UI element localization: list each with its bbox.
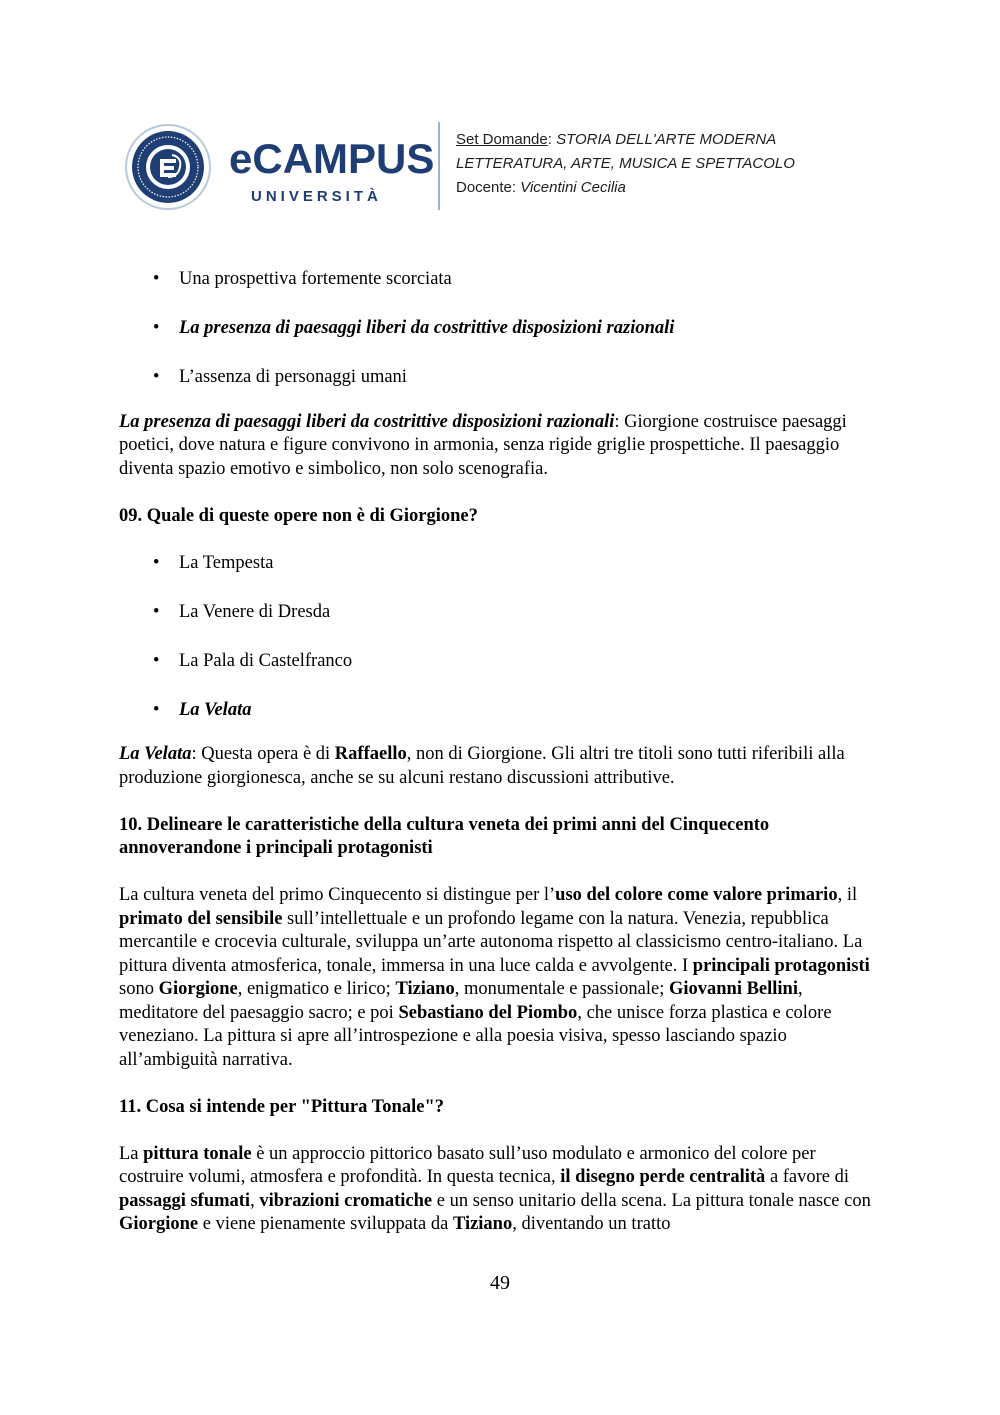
list-item: • L’assenza di personaggi umani	[153, 367, 407, 387]
list-item: • La Tempesta	[153, 552, 274, 573]
list-item-correct: • La Velata	[153, 699, 252, 720]
page-header	[125, 120, 885, 212]
bold-phrase: Giovanni Bellini	[668, 979, 798, 999]
logo-subtext: UNIVERSITÀ	[251, 188, 382, 205]
text-run: a favore di	[765, 1167, 850, 1187]
text-run: La cultura veneta del primo Cinquecento si distingue per l’	[119, 885, 556, 905]
course-line-2: LETTERATURA, ARTE, MUSICA E SPETTACOLO	[456, 155, 795, 172]
text-run: , enigmatico e lirico;	[237, 979, 396, 999]
text-run: , diventando un tratto	[512, 1214, 671, 1234]
text-run: , monumentale e passionale;	[454, 979, 669, 999]
text-run: , che unisce forza plastica e colore veneziano. La pittura si apre all’introspezione e alla poesia visiva, spesso lasciando spazio all’ambiguità narrativa.	[119, 1002, 832, 1070]
course-line-1: Set Domande: STORIA DELL'ARTE MODERNA	[456, 131, 777, 148]
text-run: e viene pienamente sviluppata da	[198, 1214, 453, 1234]
docente-name: Vicentini Cecilia	[520, 179, 626, 196]
text-run: ,	[250, 1190, 260, 1211]
list-item-correct: • La presenza di paesaggi liberi da costrittive disposizioni razionali	[153, 318, 675, 338]
bold-phrase: Sebastiano del Piombo	[398, 1002, 578, 1023]
question-09-title: 09. Quale di queste opere non è di Giorgione?	[119, 505, 478, 526]
list-item: • La Pala di Castelfranco	[153, 650, 353, 671]
docente-label: Docente:	[456, 179, 517, 196]
answer-explanation-q08: La presenza di paesaggi liberi da costrittive disposizioni razionali: Giorgione costruisce paesaggi poetici, dove natura e figure convivono in armonia, senza rigide griglie prospettiche. Il paesaggio diventa spazio emotivo e simbolico, non solo scenografia.	[119, 411, 847, 479]
list-item: • La Venere di Dresda	[153, 601, 331, 622]
course-info	[456, 128, 795, 200]
bold-phrase: il disegno perde centralità	[560, 1167, 766, 1187]
text-run: La	[119, 1143, 144, 1164]
ecampus-seal-logo	[125, 124, 211, 210]
page-content	[119, 268, 884, 1237]
set-label: Set Domande	[456, 131, 548, 148]
bold-phrase: Tiziano	[452, 1214, 513, 1234]
text-run: , meditatore del paesaggio sacro; e poi	[119, 979, 803, 1023]
answer-q10	[119, 884, 884, 1072]
text-run: sono	[119, 979, 159, 999]
bold-phrase: principali protagonisti	[692, 955, 870, 976]
question-10-title: 10. Delineare le caratteristiche della cultura veneta dei primi anni del Cinquecento annoverandone i principali protagonisti	[119, 814, 770, 858]
text-run: sull’intellettuale e un profondo legame con la natura. Venezia, repubblica mercantile e crocevia culturale, sviluppa un’arte autonoma rispetto al classicismo centro-italiano. La pittura diventa atmosferica, tonale, immersa in una luce calda e avvolgente. I	[119, 908, 863, 976]
bold-phrase: vibrazioni cromatiche	[259, 1190, 433, 1211]
bold-phrase: Giorgione	[158, 979, 238, 999]
question-11-title: 11. Cosa si intende per "Pittura Tonale"?	[119, 1096, 444, 1117]
bold-phrase: passaggi sfumati	[119, 1190, 251, 1211]
text-run: è un approccio pittorico basato sull’uso modulato e armonico del colore per costruire volumi, atmosfera e profondità. In questa tecnica,	[119, 1143, 816, 1187]
page-number: 49	[490, 1272, 510, 1294]
options-list-q09	[119, 552, 884, 723]
logo-text: eCAMPUS	[229, 135, 435, 182]
text-run: , il	[837, 885, 858, 905]
bold-phrase: Giorgione	[119, 1214, 199, 1234]
options-list-q08	[119, 268, 884, 390]
list-item: • Una prospettiva fortemente scorciata	[153, 269, 452, 289]
bold-phrase: pittura tonale	[143, 1143, 252, 1164]
text-run: e un senso unitario della scena. La pittura tonale nasce con	[432, 1190, 871, 1211]
bold-phrase: Tiziano	[395, 979, 455, 999]
answer-q11	[119, 1143, 884, 1237]
docente-line	[456, 176, 795, 200]
answer-explanation-q09: La Velata: Questa opera è di Raffaello, non di Giorgione. Gli altri tre titoli sono tutti riferibili alla produzione giorgionesca, anche se su alcuni restano discussioni attributive.	[119, 744, 845, 788]
ecampus-wordmark	[229, 135, 435, 208]
header-divider	[438, 122, 440, 210]
bold-phrase: primato del sensibile	[119, 908, 283, 929]
bold-phrase: uso del colore come valore primario	[555, 885, 838, 905]
course-title: STORIA DELL'ARTE MODERNA	[556, 131, 777, 148]
